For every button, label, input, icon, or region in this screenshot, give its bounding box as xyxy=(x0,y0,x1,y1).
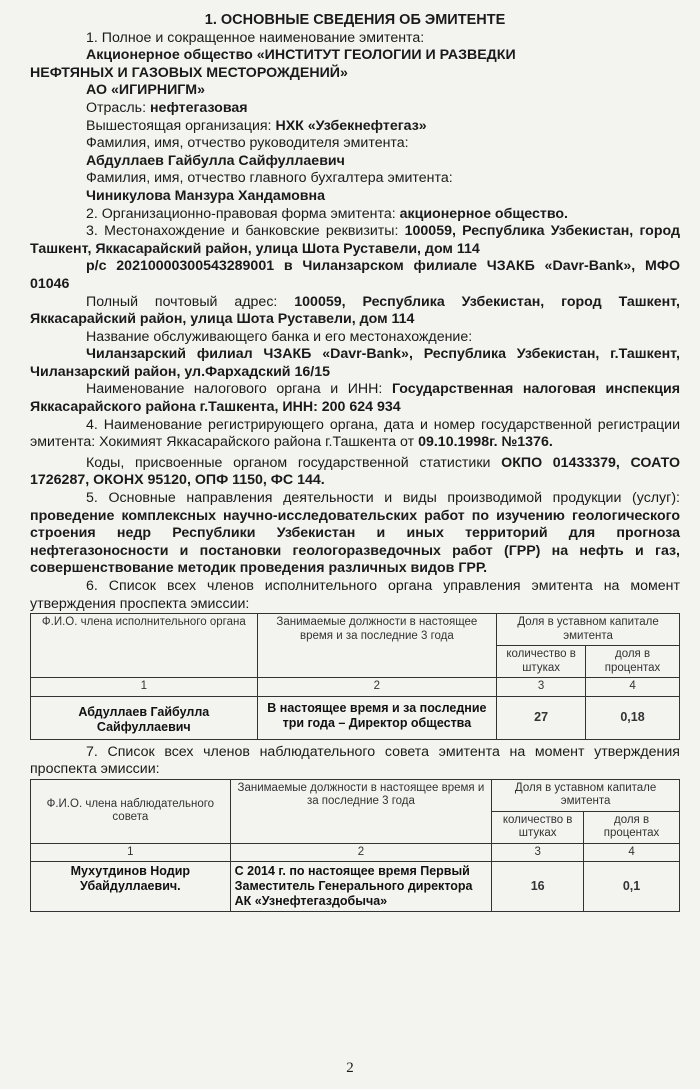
member-pct: 0,1 xyxy=(584,862,680,912)
legal-form-line xyxy=(30,206,680,224)
stat-codes-paragraph xyxy=(30,455,680,490)
executive-members-table xyxy=(30,613,680,740)
tax-paragraph xyxy=(30,381,680,416)
col-header-position: Занимаемые должности в настоящее время и за последние 3 года xyxy=(230,779,492,843)
col-number: 1 xyxy=(31,678,258,697)
member-qty: 16 xyxy=(492,862,584,912)
col-header-qty: количество в штуках xyxy=(497,646,586,678)
table-header-row xyxy=(31,614,680,646)
parent-org-label: Вышестоящая организация: xyxy=(86,117,272,134)
registration-paragraph xyxy=(30,417,680,452)
registration-value: Хокимият Яккасарайского района г.Ташкента от xyxy=(99,434,415,451)
member-name: Абдуллаев Гайбулла Сайфуллаевич xyxy=(31,696,258,739)
col-header-position: Занимаемые должности в настоящее время и за последние 3 года xyxy=(257,614,497,678)
section-title: 1. ОСНОВНЫЕ СВЕДЕНИЯ ОБ ЭМИТЕНТЕ xyxy=(204,12,506,28)
col-header-name: Ф.И.О. члена наблюдательного совета xyxy=(31,779,231,843)
industry-value: нефтегазовая xyxy=(149,99,248,116)
executive-list-label: 6. Список всех членов исполнительного органа управления эмитента на момент утверждения проспекта эмиссии: xyxy=(30,578,680,612)
table-number-row xyxy=(31,678,680,697)
activities-paragraph xyxy=(30,490,680,578)
col-number: 2 xyxy=(230,843,492,862)
issuer-full-name-line-2: НЕФТЯНЫХ И ГАЗОВЫХ МЕСТОРОЖДЕНИЙ» xyxy=(30,64,348,81)
col-number: 4 xyxy=(586,678,680,697)
col-number: 3 xyxy=(492,843,584,862)
member-position: В настоящее время и за последние три года – Директор общества xyxy=(257,696,497,739)
member-position: С 2014 г. по настоящее время Первый Заместитель Генерального директора АК «Узнефтегаздобыча» xyxy=(230,862,492,912)
page-number: 2 xyxy=(346,1060,354,1076)
parent-org-value: НХК «Узбекнефтегаз» xyxy=(275,117,427,134)
stat-codes-value: ОКПО 01433379, СОАТО 1726287, ОКОНХ 95120, ОПФ 1150, ФС 144. xyxy=(30,454,680,489)
industry-line xyxy=(30,100,680,118)
activities-label: 5. Основные направления деятельности и виды производимой продукции (услуг): xyxy=(86,490,680,507)
postal-address-paragraph xyxy=(30,294,680,329)
accountant-label: Фамилия, имя, отчество главного бухгалтера эмитента: xyxy=(86,170,453,187)
member-qty: 27 xyxy=(497,696,586,739)
table-header-row xyxy=(31,779,680,811)
postal-value: 100059, Республика Узбекистан, город Ташкент, Яккасарайский район, улица Шота Руставели, дом 114 xyxy=(30,293,680,328)
head-label: Фамилия, имя, отчество руководителя эмитента: xyxy=(86,135,409,152)
table-number-row xyxy=(31,843,680,862)
tax-label: Наименование налогового органа и ИНН: xyxy=(86,381,383,398)
location-paragraph xyxy=(30,223,680,258)
paragraph-1-label: 1. Полное и сокращенное наименование эмитента: xyxy=(86,29,425,46)
col-number: 2 xyxy=(257,678,497,697)
table-row xyxy=(31,696,680,739)
col-number: 3 xyxy=(497,678,586,697)
legal-form-label: 2. Организационно-правовая форма эмитента: xyxy=(86,205,396,222)
col-header-pct: доля в процентах xyxy=(586,646,680,678)
col-header-qty: количество в штуках xyxy=(492,811,584,843)
bank-label: Название обслуживающего банка и его местонахождение: xyxy=(86,328,473,345)
col-number: 1 xyxy=(31,843,231,862)
board-list-label: 7. Список всех членов наблюдательного совета эмитента на момент утверждения проспекта эмиссии: xyxy=(30,743,680,778)
board-members-table xyxy=(30,779,680,913)
legal-form-value: акционерное общество. xyxy=(399,205,568,222)
registration-date: 09.10.1998г. №1376. xyxy=(418,434,553,451)
activities-value: проведение комплексных научно-исследовательских работ по изучению геологического строения недр Республики Узбекистан и иных территорий для прогноза нефтегазоносности и постановки геологоразведочных работ (ГРР) на нефть и газ, совершенствование методик проведения различных видов ГРР. xyxy=(30,507,680,577)
postal-label: Полный почтовый адрес: xyxy=(86,293,278,310)
col-header-share: Доля в уставном капитале эмитента xyxy=(492,779,680,811)
industry-label: Отрасль: xyxy=(86,99,147,116)
col-header-pct: доля в процентах xyxy=(584,811,680,843)
table-row xyxy=(31,862,680,912)
location-address: 100059, Республика Узбекистан, город Ташкент, Яккасарайский район, улица Шота Руставели, дом 114 xyxy=(30,223,680,257)
col-number: 4 xyxy=(584,843,680,862)
parent-org-line xyxy=(30,118,680,136)
bank-value: Чиланзарский филиал ЧЗАКБ «Davr-Bank», Республика Узбекистан, г.Ташкент, Чиланзарский район, ул.Фархадский 16/15 xyxy=(30,346,680,380)
member-pct: 0,18 xyxy=(586,696,680,739)
accountant-value: Чиникулова Манзура Хандамовна xyxy=(86,187,325,204)
stat-codes-label: Коды, присвоенные органом государственной статистики xyxy=(86,454,491,471)
issuer-full-name-line-1: Акционерное общество «ИНСТИТУТ ГЕОЛОГИИ И РАЗВЕДКИ xyxy=(86,47,516,64)
member-name: Мухутдинов Нодир Убайдуллаевич. xyxy=(31,862,231,912)
bank-account: р/с 20210000300543289001 в Чиланзарском филиале ЧЗАКБ «Davr-Bank», МФО 01046 xyxy=(30,258,680,292)
registration-label: 4. Наименование регистрирующего органа, дата и номер государственной регистрации эмитента: xyxy=(30,416,680,451)
tax-value: Государственная налоговая инспекция Яккасарайского района г.Ташкента, ИНН: 200 624 934 xyxy=(30,381,680,416)
col-header-name: Ф.И.О. члена исполнительного органа xyxy=(31,614,258,678)
issuer-short-name: АО «ИГИРНИГМ» xyxy=(86,82,206,99)
head-value: Абдуллаев Гайбулла Сайфуллаевич xyxy=(86,152,345,169)
location-label: 3. Местонахождение и банковские реквизиты: xyxy=(86,223,399,240)
col-header-share: Доля в уставном капитале эмитента xyxy=(497,614,680,646)
document-body xyxy=(30,12,680,912)
